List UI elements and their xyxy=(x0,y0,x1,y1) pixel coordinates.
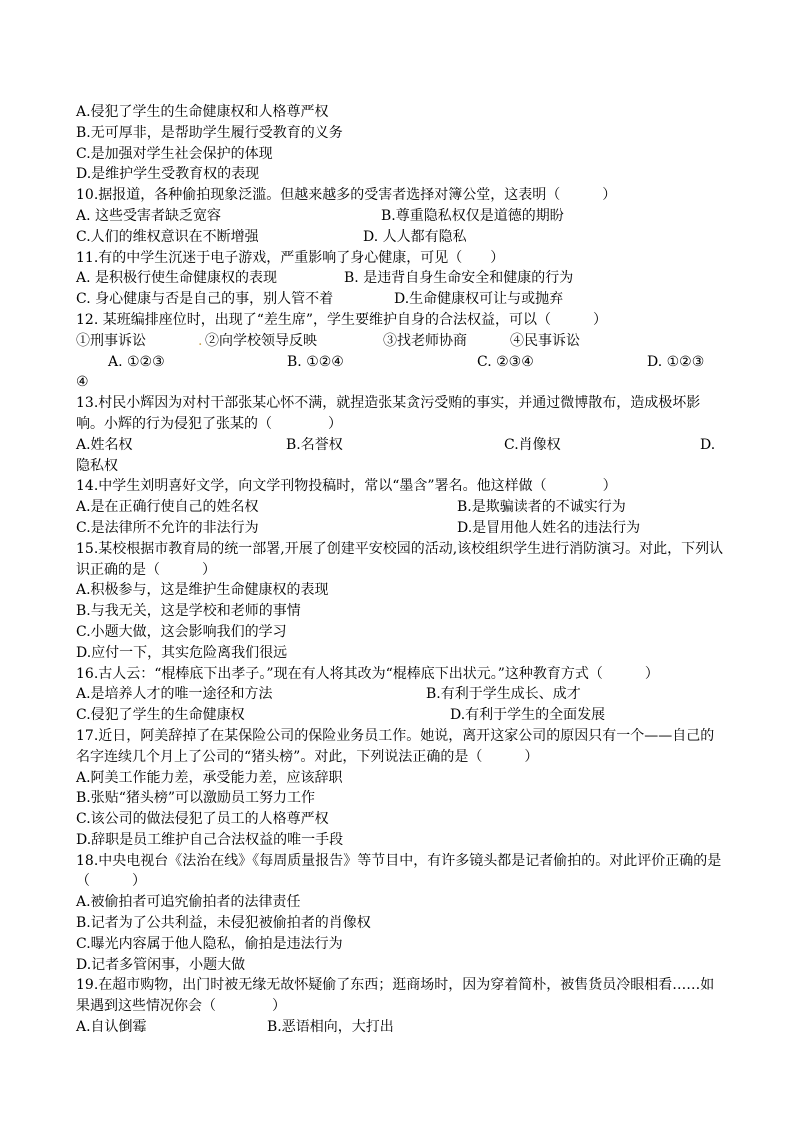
q17-option-b: B.张贴“猪头榜”可以激励员工努力工作 xyxy=(76,790,316,807)
q14-option-c: C.是法律所不允许的非法行为 xyxy=(76,519,259,536)
q13-option-d: D. xyxy=(700,436,716,453)
q9-option-a: A.侵犯了学生的生命健康权和人格尊严权 xyxy=(76,104,329,120)
q11-option-d: D.生命健康权可让与或抛弃 xyxy=(394,291,564,308)
q16-option-d: D.有利于学生的全面发展 xyxy=(450,707,606,724)
q10-option-b: B.尊重隐私权仅是道德的期盼 xyxy=(381,207,564,224)
q11-option-a: A. 是积极行使生命健康权的表现 xyxy=(76,270,278,287)
q12-items-row xyxy=(76,331,726,352)
q16-stem: 16.古人云：“棍棒底下出孝子。”现在有人将其改为“棍棒底下出状元。”这种教育方式（ ） xyxy=(76,665,659,682)
q18-option-b: B.记者为了公共利益，未侵犯被偷拍者的肖像权 xyxy=(76,915,371,932)
q17-option-d: D.辞职是员工维护自己合法权益的唯一手段 xyxy=(76,831,344,848)
q13-option-d-continued: 隐私权 xyxy=(76,457,118,474)
q11-stem: 11.有的中学生沉迷于电子游戏，严重影响了身心健康，可见（ ） xyxy=(76,249,505,266)
q17-option-a: A.阿美工作能力差，承受能力差，应该辞职 xyxy=(76,769,343,786)
q18-option-c: C.曝光内容属于他人隐私，偷拍是违法行为 xyxy=(76,935,343,952)
q12-item-2-dot: . xyxy=(198,332,203,349)
q14-option-d: D.是冒用他人姓名的违法行为 xyxy=(457,519,641,536)
q13-stem: 13.村民小辉因为对村干部张某心怀不满，就捏造张某贪污受贿的事实，并通过微博散布，造成极坏影响。小辉的行为侵犯了张某的（ ） xyxy=(76,395,701,432)
q15-option-c: C.小题大做，这会影响我们的学习 xyxy=(76,623,287,640)
q18-option-d: D.记者多管闲事，小题大做 xyxy=(76,956,246,973)
q12-item-1: ①刑事诉讼 xyxy=(76,332,146,349)
q11-options-row1 xyxy=(76,268,726,289)
q16-options-row2 xyxy=(76,705,726,726)
q12-option-a: A. ①②③ xyxy=(108,353,165,370)
q16-option-a: A.是培养人才的唯一途径和方法 xyxy=(76,686,273,703)
q10-option-c: C.人们的维权意识在不断增强 xyxy=(76,228,259,245)
q13-option-a: A.姓名权 xyxy=(76,436,133,453)
q12-item-3: ③找老师协商 xyxy=(383,332,467,349)
q16-option-b: B.有利于学生成长、成才 xyxy=(426,686,581,703)
q12-item-2: ②向学校领导反映 xyxy=(205,332,317,349)
q14-stem: 14.中学生刘明喜好文学，向文学刊物投稿时，常以“墨含”署名。他这样做（ ） xyxy=(76,478,617,495)
q11-options-row2 xyxy=(76,289,726,310)
q11-option-b: B. 是违背自身生命安全和健康的行为 xyxy=(344,270,574,287)
q17-option-c: C.该公司的做法侵犯了员工的人格尊严权 xyxy=(76,811,329,828)
q12-option-b: B. ①②④ xyxy=(287,353,344,370)
q14-options-row2 xyxy=(76,518,726,539)
q15-option-d: D.应付一下，其实危险离我们很远 xyxy=(76,644,288,661)
q15-option-a: A.积极参与，这是维护生命健康权的表现 xyxy=(76,582,329,599)
q15-stem: 15.某校根据市教育局的统一部署,开展了创建平安校园的活动,该校组织学生进行消防演习。对此，下列认识正确的是（ ） xyxy=(76,540,724,578)
q10-option-d: D. 人人都有隐私 xyxy=(363,228,467,245)
q19-option-a: A.自认倒霉 xyxy=(76,1019,147,1036)
q9-option-c: C.是加强对学生社会保护的体现 xyxy=(76,145,273,162)
q16-options-row1 xyxy=(76,684,726,705)
q12-option-d-continued: ④ xyxy=(76,374,89,391)
q13-option-b: B.名誉权 xyxy=(286,436,343,453)
exam-page xyxy=(76,102,726,1038)
q10-options-row1 xyxy=(76,206,726,227)
q10-stem: 10.据报道，各种偷拍现象泛滥。但越来越多的受害者选择对簿公堂，这表明（ ） xyxy=(76,187,617,204)
q10-option-a: A. 这些受害者缺乏宽容 xyxy=(76,207,222,224)
q12-stem: 12. 某班编排座位时，出现了“差生席”，学生要维护自身的合法权益，可以（ ） xyxy=(76,311,608,328)
q18-stem: 18.中央电视台《法治在线》《每周质量报告》等节目中，有许多镜头都是记者偷拍的。对此评价正确的是（ ） xyxy=(76,852,722,890)
q12-option-d: D. ①②③ xyxy=(647,353,705,370)
q19-option-b: B.恶语相向，大打出 xyxy=(267,1019,394,1036)
q17-stem: 17.近日，阿美辞掉了在某保险公司的保险业务员工作。她说，离开这家公司的原因只有一个——自己的名字连续几个月上了公司的“猪头榜”。对此，下列说法正确的是（ ） xyxy=(76,727,715,765)
q19-options-row xyxy=(76,1017,726,1038)
q12-options-row xyxy=(76,352,726,373)
q13-options-row xyxy=(76,435,726,456)
q14-option-b: B.是欺骗读者的不诚实行为 xyxy=(457,499,626,516)
q14-option-a: A.是在正确行使自己的姓名权 xyxy=(76,499,259,516)
q15-option-b: B.与我无关，这是学校和老师的事情 xyxy=(76,603,301,620)
q16-option-c: C.侵犯了学生的生命健康权 xyxy=(76,707,245,724)
q12-item-4: ④民事诉讼 xyxy=(510,332,580,349)
q9-option-d: D.是维护学生受教育权的表现 xyxy=(76,166,260,183)
q18-option-a: A.被偷拍者可追究偷拍者的法律责任 xyxy=(76,894,301,911)
q13-option-c: C.肖像权 xyxy=(504,436,561,453)
q12-option-c: C. ②③④ xyxy=(477,353,534,370)
q9-option-b: B.无可厚非，是帮助学生履行受教育的义务 xyxy=(76,124,343,141)
q11-option-c: C. 身心健康与否是自己的事，别人管不着 xyxy=(76,291,334,308)
q10-options-row2 xyxy=(76,227,726,248)
q19-stem: 19.在超市购物，出门时被无缘无故怀疑偷了东西；逛商场时，因为穿着简朴，被售货员冷眼相看……如果遇到这些情况你会（ ） xyxy=(76,977,715,1015)
q14-options-row1 xyxy=(76,497,726,518)
